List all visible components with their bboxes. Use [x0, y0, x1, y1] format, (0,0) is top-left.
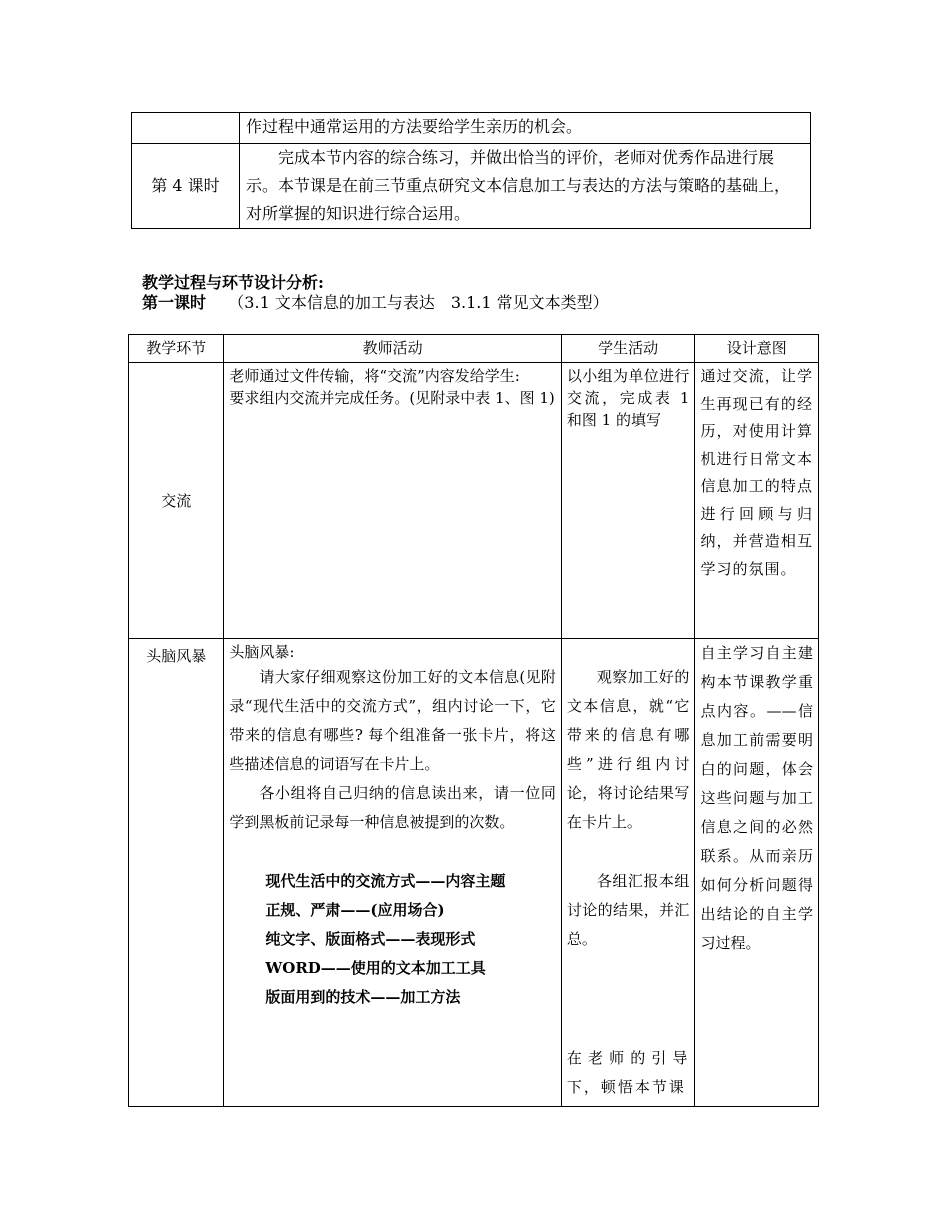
lesson-title: 第一课时: [142, 293, 207, 312]
teacher-text: 要求组内交流并完成任务。(见附录中表 1、图 1): [229, 389, 555, 407]
intent-cell: 通过交流，让学生再现已有的经历，对使用计算机进行日常文本信息加工的特点进行回顾与归纳，并营造相互学习的氛围。: [695, 363, 819, 639]
teacher-cell: [224, 639, 561, 1107]
intent-cell: 自主学习自主建构本节课教学重点内容。——信息加工前需要明白的问题，体会这些问题与加工信息之间的必然联系。从而亲历如何分析问题得出结论的自主学习过程。: [695, 639, 819, 1107]
teacher-text: 各小组将自己归纳的信息读出来，请一位同学到黑板前记录每一种信息被提到的次数。: [229, 784, 556, 831]
teacher-text: 老师通过文件传输，将“交流”内容发给学生:: [229, 367, 520, 385]
student-cell: [561, 639, 695, 1107]
student-cell: 以小组为单位进行交流，完成表 1 和图 1 的填写: [561, 363, 695, 639]
description-cell: 作过程中通常运用的方法要给学生亲历的机会。: [240, 113, 811, 144]
lesson-cell: [132, 113, 240, 144]
table-header-row: [129, 335, 819, 363]
teacher-cell: [224, 363, 561, 639]
student-text: 在老师的引导下，顿悟本节课: [566, 1049, 690, 1096]
summary-line: 纯文字、版面格式——表现形式: [265, 930, 476, 948]
section-heading: 教学过程与环节设计分析:: [142, 273, 324, 292]
lesson-heading: [142, 292, 609, 314]
summary-line: 版面用到的技术——加工方法: [265, 988, 461, 1006]
lesson-schedule-table: [131, 112, 811, 229]
student-text: 观察加工好的文本信息，就“它带来的信息有哪些”进行组内讨论，将讨论结果写在卡片上。: [566, 668, 690, 831]
stage-cell: 头脑风暴: [129, 639, 224, 1107]
summary-line: 现代生活中的交流方式——内容主题: [265, 872, 506, 890]
table-row: [132, 113, 811, 144]
table-row: [129, 639, 819, 1107]
header-student: 学生活动: [561, 335, 695, 363]
table-row: [132, 144, 811, 229]
header-stage: 教学环节: [129, 335, 224, 363]
lesson-plan-table: [128, 334, 819, 1107]
summary-line: 正规、严肃——(应用场合): [265, 901, 445, 919]
table-row: [129, 363, 819, 639]
description-cell: 完成本节内容的综合练习，并做出恰当的评价，老师对优秀作品进行展示。本节课是在前三节重点研究文本信息加工与表达的方法与策略的基础上，对所掌握的知识进行综合运用。: [240, 144, 811, 229]
header-teacher: 教师活动: [224, 335, 561, 363]
lesson-subtitle: （3.1 文本信息的加工与表达 3.1.1 常见文本类型）: [228, 293, 609, 312]
summary-line: WORD——使用的文本加工工具: [265, 959, 486, 977]
teacher-text: 请大家仔细观察这份加工好的文本信息(见附录“现代生活中的交流方式”，组内讨论一下，它带来的信息有哪些? 每个组准备一张卡片，将这些描述信息的词语写在卡片上。: [229, 668, 556, 773]
teacher-text: 头脑风暴:: [229, 643, 295, 661]
stage-cell: 交流: [129, 363, 224, 639]
lesson-cell: 第 4 课时: [132, 144, 240, 229]
header-intent: 设计意图: [695, 335, 819, 363]
student-text: 各组汇报本组讨论的结果，并汇总。: [566, 872, 690, 948]
